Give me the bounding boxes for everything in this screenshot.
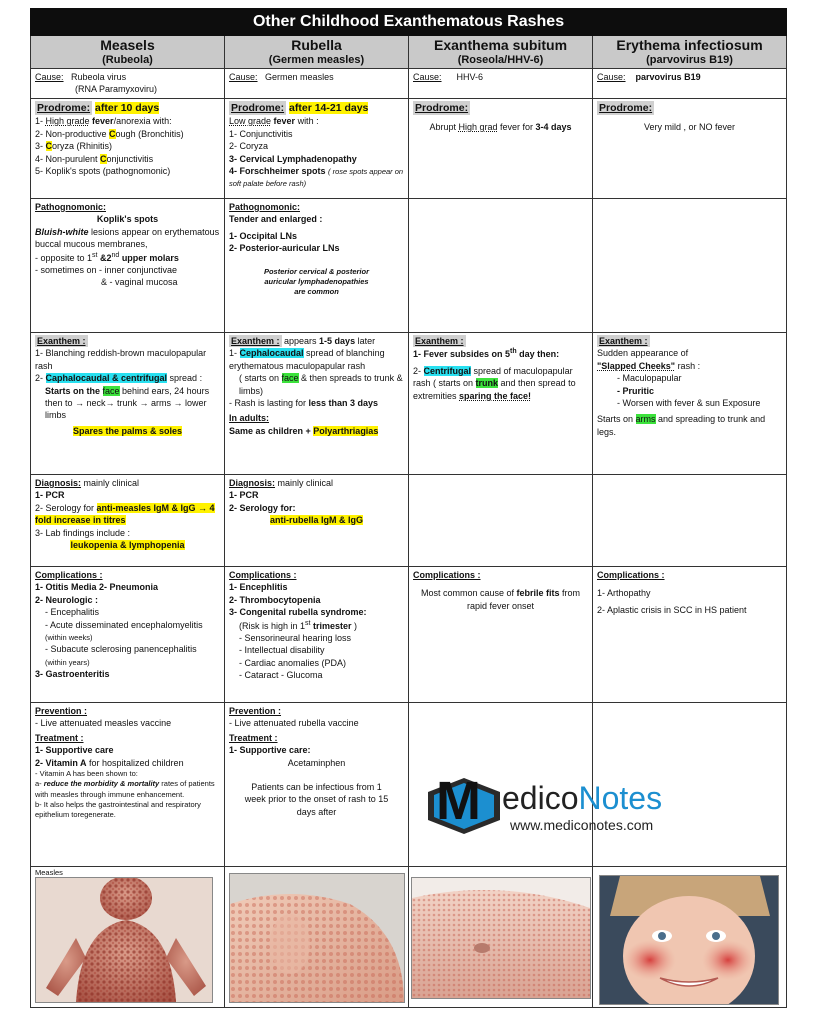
exanthem-row bbox=[31, 332, 787, 474]
photo-cell-roseola bbox=[409, 866, 593, 1007]
logo-letter: M bbox=[436, 771, 481, 831]
complications-parvo: Complications : 1- Arthopathy 2- Aplastic crisis in SCC in HS patient bbox=[593, 566, 787, 702]
complications-roseola: Complications : Most common cause of febrile fits from rapid fever onset bbox=[409, 566, 593, 702]
diagnosis-roseola bbox=[409, 474, 593, 566]
pathognomonic-row bbox=[31, 198, 787, 332]
cause-roseola: Cause: HHV-6 bbox=[409, 69, 593, 99]
prodrome-measles: Prodrome: after 10 days 1- High grade fever/anorexia with: 2- Non-productive Cough (Bronchitis) 3- Coryza (Rhinitis) 4- Non-purulent Conjunctivitis 5- Koplik's spots (pathognomonic) bbox=[31, 98, 225, 198]
rubella-rash-photo bbox=[229, 873, 405, 1003]
column-headers bbox=[31, 36, 787, 69]
logo-text: edicoNotes bbox=[502, 780, 663, 816]
logo-url: www.mediconotes.com bbox=[510, 817, 654, 833]
pathog-parvo bbox=[593, 198, 787, 332]
col-measles: Measels (Rubeola) bbox=[31, 36, 225, 69]
photo-cell-rubella bbox=[225, 866, 409, 1007]
diagnosis-parvo bbox=[593, 474, 787, 566]
complications-rubella: Complications : 1- Encephlitis 2- Thrombocytopenia 3- Congenital rubella syndrome: (Risk is high in 1st trimester ) - Sensorineural hearing loss - Intellectual disability - Cardiac anomalies (PDA) - Cataract - Glucoma bbox=[225, 566, 409, 702]
prodrome-roseola: Prodrome: Abrupt High grad fever for 3-4 days bbox=[409, 98, 593, 198]
prodrome-row bbox=[31, 98, 787, 198]
diagnosis-measles: Diagnosis: mainly clinical 1- PCR 2- Serology for anti-measles IgM & IgG → 4 fold increase in titres 3- Lab findings include : leukopenia & lymphopenia bbox=[31, 474, 225, 566]
pathog-measles: Pathognomonic: Koplik's spots Bluish-white lesions appear on erythematous buccal mucous membranes, - opposite to 1st &2nd upper molars - sometimes on - inner conjunctivae & - vaginal mucosa bbox=[31, 198, 225, 332]
prevention-rubella: Prevention : - Live attenuated rubella vaccine Treatment : 1- Supportive care: Acetaminphen Patients can be infectious from 1 week prior to the onset of rash to 15 days after bbox=[225, 702, 409, 866]
page-title: Other Childhood Exanthematous Rashes bbox=[31, 9, 787, 36]
measles-rash-photo bbox=[35, 877, 213, 1003]
pathog-rubella: Pathognomonic: Tender and enlarged : 1- Occipital LNs 2- Posterior-auricular LNs Posterior cervical & posterior auricular lymphadenopathies are common bbox=[225, 198, 409, 332]
prodrome-rubella: Prodrome: after 14-21 days Low grade fever with : 1- Conjunctivitis 2- Coryza 3- Cervical Lymphadenopathy 4- Forschheimer spots ( rose spots appear on soft palate before rash) bbox=[225, 98, 409, 198]
exanthem-sheet bbox=[30, 8, 786, 1008]
photo-row bbox=[31, 866, 787, 1007]
rash-table bbox=[30, 8, 787, 1008]
exanthem-parvo: Exanthem : Sudden appearance of "Slapped Cheeks" rash : - Maculopapular - Pruritic - Worsen with fever & sun Exposure Starts on arms and spreading to trunk and legs. bbox=[593, 332, 787, 474]
prevention-measles: Prevention : - Live attenuated measles vaccine Treatment : 1- Supportive care 2- Vitamin A for hospitalized children - Vitamin A has been shown to: a- reduce the morbidity & mortality rates of patients with measles through immune enhancement. b- It also helps the gastrointestinal and respiratory epithelium toregenerate. bbox=[31, 702, 225, 866]
exanthem-rubella: Exanthem : appears 1-5 days later 1- Cephalocaudal spread of blanching erythematous maculopapular rash ( starts on face & then spreads to trunk & limbs) - Rash is lasting for less than 3 days In adults: Same as children + Polyarthriagias bbox=[225, 332, 409, 474]
complications-row bbox=[31, 566, 787, 702]
diagnosis-rubella: Diagnosis: mainly clinical 1- PCR 2- Serology for: anti-rubella IgM & IgG bbox=[225, 474, 409, 566]
prodrome-parvo: Prodrome: Very mild , or NO fever bbox=[593, 98, 787, 198]
photo-caption: Measles bbox=[35, 867, 63, 877]
roseola-rash-photo bbox=[411, 877, 591, 999]
slapped-cheek-photo bbox=[599, 875, 779, 1005]
diagnosis-row bbox=[31, 474, 787, 566]
complications-measles: Complications : 1- Otitis Media 2- Pneumonia 2- Neurologic : - Encephalitis - Acute disseminated encephalomyelitis (within weeks) - Subacute sclerosing panencephalitis (within years) 3- Gastroenteritis bbox=[31, 566, 225, 702]
photo-cell-parvo bbox=[593, 866, 787, 1007]
exanthem-measles: Exanthem : 1- Blanching reddish-brown maculopapular rash 2- Caphalocaudal & centrifugal spread : Starts on the face behind ears, 24 hours then to → neck→ trunk → arms → lower limbs Spares the palms & soles bbox=[31, 332, 225, 474]
pathog-roseola bbox=[409, 198, 593, 332]
cause-parvo: Cause: parvovirus B19 bbox=[593, 69, 787, 99]
cause-row bbox=[31, 69, 787, 99]
col-rubella: Rubella (Germen measles) bbox=[225, 36, 409, 69]
exanthem-roseola: Exanthem : 1- Fever subsides on 5th day then: 2- Centrifugal spread of maculopapular rash ( starts on trunk and then spread to extremities sparing the face! bbox=[409, 332, 593, 474]
col-parvo: Erythema infectiosum (parvovirus B19) bbox=[593, 36, 787, 69]
cause-measles: Cause: Rubeola virus (RNA Paramyxoviru) bbox=[31, 69, 225, 99]
col-roseola: Exanthema subitum (Roseola/HHV-6) bbox=[409, 36, 593, 69]
cause-rubella: Cause: Germen measles bbox=[225, 69, 409, 99]
photo-cell-measles bbox=[31, 866, 225, 1007]
mediconotes-logo bbox=[420, 770, 720, 840]
